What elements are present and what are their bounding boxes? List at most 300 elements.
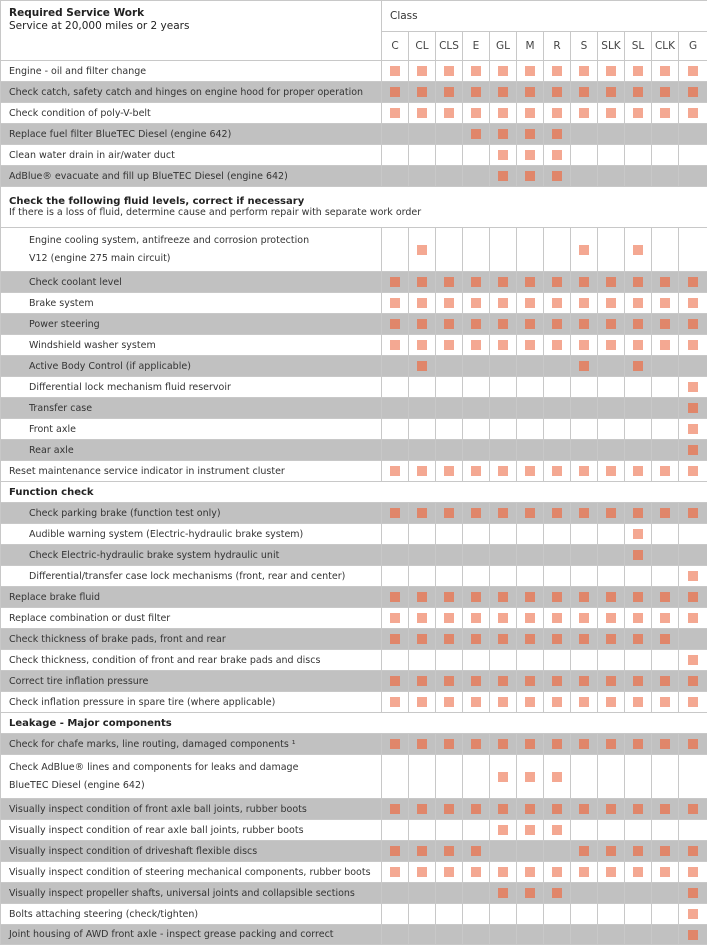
class-cell-clk	[652, 503, 679, 524]
class-cell-sl	[625, 145, 652, 166]
applicable-marker	[688, 804, 698, 814]
class-cell-s	[571, 862, 598, 883]
applicable-marker	[606, 634, 616, 644]
class-cell-g	[679, 145, 707, 166]
class-cell-cl	[409, 124, 436, 145]
class-cell-gl	[490, 925, 517, 945]
class-cell-gl	[490, 461, 517, 482]
applicable-marker	[498, 739, 508, 749]
task-text: Visually inspect condition of rear axle ball joints, rubber boots	[9, 824, 381, 837]
applicable-marker	[688, 403, 698, 413]
class-cell-clk	[652, 82, 679, 103]
class-cell-sl	[625, 461, 652, 482]
class-cell-gl	[490, 145, 517, 166]
class-cell-s	[571, 883, 598, 904]
class-cell-c	[382, 650, 409, 671]
class-cell-gl	[490, 545, 517, 566]
class-cell-slk	[598, 566, 625, 587]
class-cell-sl	[625, 755, 652, 799]
class-cell-s	[571, 398, 598, 419]
class-cell-c	[382, 841, 409, 862]
applicable-marker	[525, 888, 535, 898]
task-description	[1, 755, 382, 799]
task-description	[1, 377, 382, 398]
task-text: Clean water drain in air/water duct	[9, 149, 381, 162]
task-text: Brake system	[29, 297, 381, 310]
class-label: Class	[382, 1, 707, 32]
class-cell-r	[544, 671, 571, 692]
applicable-marker	[633, 676, 643, 686]
class-cell-e	[463, 650, 490, 671]
class-cell-gl	[490, 587, 517, 608]
class-cell-cl	[409, 440, 436, 461]
applicable-marker	[444, 87, 454, 97]
class-cell-slk	[598, 124, 625, 145]
task-description	[1, 124, 382, 145]
class-cell-cls	[436, 650, 463, 671]
task-description	[1, 566, 382, 587]
applicable-marker	[633, 108, 643, 118]
class-cell-gl	[490, 398, 517, 419]
table-row	[1, 103, 707, 124]
class-cell-sl	[625, 314, 652, 335]
applicable-marker	[688, 571, 698, 581]
class-cell-cls	[436, 61, 463, 82]
applicable-marker	[579, 846, 589, 856]
applicable-marker	[471, 277, 481, 287]
task-text: Correct tire inflation pressure	[9, 675, 381, 688]
class-cell-cl	[409, 629, 436, 650]
class-cell-cls	[436, 377, 463, 398]
class-cell-r	[544, 124, 571, 145]
class-header-cls: CLS	[436, 32, 463, 61]
class-cell-r	[544, 228, 571, 272]
applicable-marker	[688, 382, 698, 392]
applicable-marker	[390, 66, 400, 76]
applicable-marker	[498, 129, 508, 139]
section-header-row	[1, 187, 707, 228]
table-row	[1, 398, 707, 419]
applicable-marker	[660, 676, 670, 686]
class-cell-m	[517, 82, 544, 103]
class-cell-clk	[652, 587, 679, 608]
class-cell-c	[382, 566, 409, 587]
class-cell-sl	[625, 587, 652, 608]
applicable-marker	[552, 825, 562, 835]
applicable-marker	[633, 846, 643, 856]
class-cell-cls	[436, 228, 463, 272]
class-cell-sl	[625, 524, 652, 545]
class-cell-c	[382, 883, 409, 904]
applicable-marker	[525, 319, 535, 329]
section-title: Leakage - Major components	[9, 718, 707, 729]
applicable-marker	[471, 676, 481, 686]
applicable-marker	[390, 634, 400, 644]
class-cell-sl	[625, 862, 652, 883]
class-cell-c	[382, 799, 409, 820]
class-header-sl: SL	[625, 32, 652, 61]
applicable-marker	[471, 319, 481, 329]
class-cell-c	[382, 461, 409, 482]
class-cell-sl	[625, 883, 652, 904]
applicable-marker	[633, 466, 643, 476]
applicable-marker	[660, 592, 670, 602]
class-cell-c	[382, 524, 409, 545]
class-cell-r	[544, 61, 571, 82]
task-description	[1, 587, 382, 608]
task-description	[1, 314, 382, 335]
class-cell-r	[544, 398, 571, 419]
class-cell-r	[544, 820, 571, 841]
class-cell-gl	[490, 228, 517, 272]
table-row	[1, 671, 707, 692]
applicable-marker	[444, 277, 454, 287]
class-cell-slk	[598, 862, 625, 883]
applicable-marker	[444, 108, 454, 118]
task-text: Replace brake fluid	[9, 591, 381, 604]
class-cell-r	[544, 440, 571, 461]
class-cell-cls	[436, 545, 463, 566]
class-cell-c	[382, 925, 409, 945]
class-header-m: M	[517, 32, 544, 61]
applicable-marker	[660, 66, 670, 76]
class-cell-clk	[652, 461, 679, 482]
task-text: Windshield washer system	[29, 339, 381, 352]
class-cell-g	[679, 293, 707, 314]
task-description	[1, 419, 382, 440]
class-cell-s	[571, 166, 598, 187]
section-header	[1, 713, 707, 734]
applicable-marker	[579, 592, 589, 602]
task-text: Rear axle	[29, 444, 381, 457]
applicable-marker	[498, 298, 508, 308]
class-cell-g	[679, 61, 707, 82]
applicable-marker	[525, 129, 535, 139]
applicable-marker	[390, 340, 400, 350]
class-cell-e	[463, 103, 490, 124]
class-cell-cl	[409, 61, 436, 82]
applicable-marker	[579, 613, 589, 623]
class-cell-gl	[490, 377, 517, 398]
class-cell-e	[463, 545, 490, 566]
applicable-marker	[688, 298, 698, 308]
class-cell-s	[571, 925, 598, 945]
class-cell-cls	[436, 503, 463, 524]
class-cell-cl	[409, 820, 436, 841]
class-cell-g	[679, 398, 707, 419]
class-cell-cl	[409, 883, 436, 904]
class-cell-slk	[598, 461, 625, 482]
class-cell-clk	[652, 904, 679, 925]
class-cell-slk	[598, 228, 625, 272]
applicable-marker	[444, 676, 454, 686]
class-cell-sl	[625, 419, 652, 440]
class-cell-clk	[652, 377, 679, 398]
applicable-marker	[444, 340, 454, 350]
class-cell-clk	[652, 103, 679, 124]
task-text: Check catch, safety catch and hinges on engine hood for proper operation	[9, 86, 381, 99]
task-description	[1, 503, 382, 524]
class-cell-s	[571, 734, 598, 755]
class-cell-clk	[652, 545, 679, 566]
class-cell-cl	[409, 419, 436, 440]
class-cell-s	[571, 566, 598, 587]
applicable-marker	[633, 529, 643, 539]
class-cell-g	[679, 103, 707, 124]
task-text-line2: BlueTEC Diesel (engine 642)	[9, 777, 381, 795]
class-cell-e	[463, 503, 490, 524]
applicable-marker	[390, 697, 400, 707]
class-cell-m	[517, 904, 544, 925]
applicable-marker	[417, 340, 427, 350]
class-cell-r	[544, 314, 571, 335]
class-cell-r	[544, 82, 571, 103]
applicable-marker	[688, 424, 698, 434]
applicable-marker	[606, 277, 616, 287]
task-text: Replace fuel filter BlueTEC Diesel (engine 642)	[9, 128, 381, 141]
class-cell-slk	[598, 356, 625, 377]
applicable-marker	[660, 739, 670, 749]
class-cell-cl	[409, 608, 436, 629]
class-cell-s	[571, 272, 598, 293]
applicable-marker	[390, 508, 400, 518]
task-text: Check for chafe marks, line routing, damaged components ¹	[9, 738, 381, 751]
task-description	[1, 272, 382, 293]
class-cell-g	[679, 503, 707, 524]
applicable-marker	[444, 804, 454, 814]
class-cell-slk	[598, 145, 625, 166]
applicable-marker	[633, 298, 643, 308]
task-description	[1, 103, 382, 124]
applicable-marker	[633, 87, 643, 97]
class-cell-g	[679, 925, 707, 945]
section-title: Check the following fluid levels, correct if necessary	[9, 196, 707, 207]
applicable-marker	[579, 697, 589, 707]
class-cell-gl	[490, 440, 517, 461]
class-cell-r	[544, 566, 571, 587]
applicable-marker	[688, 697, 698, 707]
applicable-marker	[606, 867, 616, 877]
header-row-top	[1, 1, 707, 32]
class-cell-r	[544, 103, 571, 124]
class-cell-g	[679, 272, 707, 293]
applicable-marker	[688, 613, 698, 623]
table-row	[1, 883, 707, 904]
class-cell-clk	[652, 925, 679, 945]
class-cell-gl	[490, 272, 517, 293]
class-cell-e	[463, 925, 490, 945]
applicable-marker	[633, 613, 643, 623]
class-cell-g	[679, 755, 707, 799]
applicable-marker	[660, 319, 670, 329]
table-row	[1, 650, 707, 671]
class-cell-cls	[436, 124, 463, 145]
class-cell-slk	[598, 293, 625, 314]
section-header	[1, 187, 707, 228]
class-cell-e	[463, 820, 490, 841]
table-row	[1, 587, 707, 608]
applicable-marker	[579, 361, 589, 371]
class-cell-m	[517, 398, 544, 419]
class-cell-c	[382, 734, 409, 755]
class-cell-r	[544, 503, 571, 524]
class-cell-cl	[409, 862, 436, 883]
class-cell-s	[571, 356, 598, 377]
class-cell-s	[571, 335, 598, 356]
applicable-marker	[498, 508, 508, 518]
class-header-slk: SLK	[598, 32, 625, 61]
class-cell-m	[517, 377, 544, 398]
task-text: Engine - oil and filter change	[9, 65, 381, 78]
class-cell-cl	[409, 103, 436, 124]
applicable-marker	[471, 298, 481, 308]
applicable-marker	[552, 697, 562, 707]
section-header	[1, 482, 707, 503]
applicable-marker	[579, 319, 589, 329]
class-cell-m	[517, 587, 544, 608]
applicable-marker	[606, 340, 616, 350]
applicable-marker	[688, 319, 698, 329]
applicable-marker	[688, 909, 698, 919]
applicable-marker	[552, 867, 562, 877]
applicable-marker	[688, 87, 698, 97]
applicable-marker	[688, 466, 698, 476]
class-cell-clk	[652, 883, 679, 904]
applicable-marker	[444, 592, 454, 602]
task-description	[1, 734, 382, 755]
table-row	[1, 61, 707, 82]
task-description	[1, 461, 382, 482]
applicable-marker	[444, 697, 454, 707]
class-cell-cl	[409, 166, 436, 187]
class-cell-gl	[490, 841, 517, 862]
class-cell-s	[571, 82, 598, 103]
class-cell-gl	[490, 799, 517, 820]
applicable-marker	[660, 277, 670, 287]
class-cell-cl	[409, 524, 436, 545]
table-row	[1, 228, 707, 272]
class-cell-cl	[409, 272, 436, 293]
class-cell-c	[382, 587, 409, 608]
class-cell-c	[382, 356, 409, 377]
class-cell-m	[517, 883, 544, 904]
applicable-marker	[606, 697, 616, 707]
class-cell-s	[571, 314, 598, 335]
class-cell-g	[679, 545, 707, 566]
class-cell-r	[544, 166, 571, 187]
task-description	[1, 799, 382, 820]
applicable-marker	[417, 298, 427, 308]
class-cell-c	[382, 545, 409, 566]
class-cell-cls	[436, 587, 463, 608]
applicable-marker	[552, 888, 562, 898]
applicable-marker	[498, 319, 508, 329]
class-cell-m	[517, 629, 544, 650]
task-description	[1, 335, 382, 356]
class-cell-e	[463, 61, 490, 82]
class-cell-e	[463, 82, 490, 103]
applicable-marker	[525, 340, 535, 350]
class-cell-slk	[598, 799, 625, 820]
class-cell-g	[679, 461, 707, 482]
class-cell-s	[571, 293, 598, 314]
class-cell-clk	[652, 419, 679, 440]
class-cell-s	[571, 503, 598, 524]
task-description	[1, 671, 382, 692]
task-description	[1, 820, 382, 841]
applicable-marker	[525, 66, 535, 76]
table-row	[1, 862, 707, 883]
table-row	[1, 925, 707, 945]
class-cell-e	[463, 272, 490, 293]
class-cell-s	[571, 545, 598, 566]
class-cell-c	[382, 440, 409, 461]
class-cell-s	[571, 650, 598, 671]
applicable-marker	[471, 697, 481, 707]
class-cell-g	[679, 650, 707, 671]
class-cell-e	[463, 671, 490, 692]
task-description	[1, 904, 382, 925]
applicable-marker	[444, 634, 454, 644]
applicable-marker	[579, 804, 589, 814]
class-cell-e	[463, 799, 490, 820]
applicable-marker	[579, 340, 589, 350]
task-text: Differential lock mechanism fluid reservoir	[29, 381, 381, 394]
class-cell-s	[571, 61, 598, 82]
class-cell-e	[463, 145, 490, 166]
class-cell-e	[463, 461, 490, 482]
applicable-marker	[633, 550, 643, 560]
class-cell-g	[679, 314, 707, 335]
class-cell-cls	[436, 692, 463, 713]
class-cell-clk	[652, 524, 679, 545]
class-cell-cls	[436, 820, 463, 841]
task-text: Differential/transfer case lock mechanisms (front, rear and center)	[29, 570, 381, 583]
class-cell-clk	[652, 356, 679, 377]
applicable-marker	[606, 846, 616, 856]
class-cell-sl	[625, 166, 652, 187]
applicable-marker	[417, 634, 427, 644]
task-text: Power steering	[29, 318, 381, 331]
applicable-marker	[525, 804, 535, 814]
table-row	[1, 904, 707, 925]
class-cell-sl	[625, 272, 652, 293]
class-cell-sl	[625, 629, 652, 650]
class-cell-c	[382, 692, 409, 713]
applicable-marker	[660, 846, 670, 856]
class-cell-e	[463, 862, 490, 883]
class-cell-m	[517, 356, 544, 377]
applicable-marker	[417, 592, 427, 602]
class-header-g: G	[679, 32, 707, 61]
class-cell-m	[517, 335, 544, 356]
class-cell-m	[517, 124, 544, 145]
class-cell-m	[517, 524, 544, 545]
applicable-marker	[525, 108, 535, 118]
applicable-marker	[471, 634, 481, 644]
task-description	[1, 883, 382, 904]
applicable-marker	[444, 66, 454, 76]
applicable-marker	[606, 804, 616, 814]
task-text: Bolts attaching steering (check/tighten)	[9, 908, 381, 921]
class-cell-gl	[490, 419, 517, 440]
applicable-marker	[390, 676, 400, 686]
class-cell-gl	[490, 82, 517, 103]
class-cell-sl	[625, 671, 652, 692]
class-cell-slk	[598, 587, 625, 608]
class-cell-g	[679, 904, 707, 925]
class-cell-gl	[490, 61, 517, 82]
